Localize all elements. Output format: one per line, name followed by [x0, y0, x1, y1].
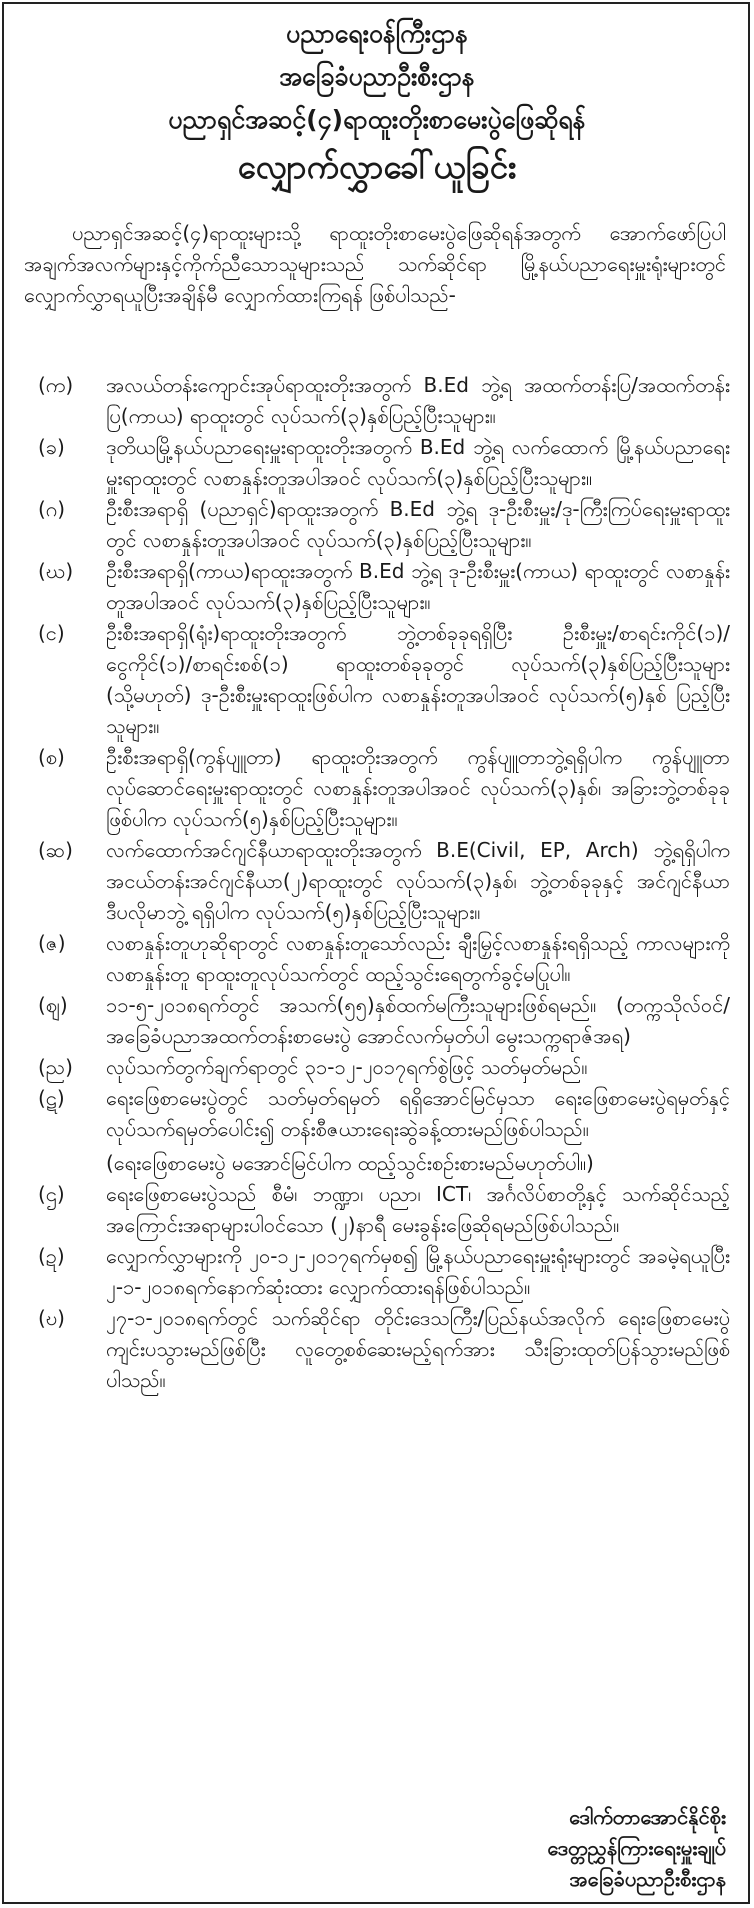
item-text: ဦးစီးအရာရှိ (ပညာရှင်)ရာထူးအတွက် B.Ed ဘွဲ့ရ ဒု-ဦးစီးမှူး/ဒု-ကြီးကြပ်ရေးမှူးရာထူးတွင် လစာနှုန်းတူအပါအဝင် လုပ်သက်(၃)နှစ်ပြည့်ပြီးသူများ။ [106, 497, 730, 552]
list-item [24, 618, 730, 742]
list-item [24, 990, 730, 1052]
list-item [24, 1303, 730, 1396]
item-text: ဦးစီးအရာရှိ(ရုံး)ရာထူးတိုးအတွက် ဘွဲ့တစ်ခုခုရရှိပြီး ဦးစီးမှူး/စာရင်းကိုင်(၁)/ ငွေကိုင်(၁)/စာရင်းစစ်(၁) ရာထူးတစ်ခုခုတွင် လုပ်သက်(၃)နှစ်ပြည့်ပြီးသူများ (သို့မဟုတ်) ဒု-ဦးစီးမှူးရာထူးဖြစ်ပါက လစာနှုန်းတူအပါအဝင် လုပ်သက်(၅)နှစ် ပြည့်ပြီးသူများ။ [106, 621, 730, 738]
ministry-title: ပညာရေးဝန်ကြီးဌာန [285, 19, 469, 48]
signatory-department: အခြေခံပညာဦးစီးဌာန [569, 1867, 726, 1891]
item-text: ၁၁-၅-၂၀၁၈ရက်တွင် အသက်(၅၅)နှစ်ထက်မကြီးသူများဖြစ်ရမည်။ (တက္ကသိုလ်ဝင်/အခြေခံပညာအထက်တန်းစာမေးပွဲ အောင်လက်မှတ်ပါ မွေးသက္ကရာဇ်အရ) [106, 993, 730, 1048]
item-number: (က) [38, 373, 74, 397]
exam-note: (ရေးဖြေစာမေးပွဲ မအောင်မြင်ပါက ထည့်သွင်းစဉ်းစားမည်မဟုတ်ပါ။) [106, 1151, 594, 1175]
list-item [24, 370, 730, 432]
item-number: (ဋ) [38, 1086, 65, 1110]
list-item [24, 928, 730, 990]
item-number: (ဈ) [38, 993, 68, 1017]
item-number: (ဆ) [38, 838, 73, 862]
item-number: (ဍ) [38, 1244, 65, 1268]
item-number: (င) [38, 621, 65, 645]
list-item [24, 494, 730, 556]
item-text: လစာနှုန်းတူဟုဆိုရာတွင် လစာနှုန်းတူသော်လည်း ချီးမြှင့်လစာနှုန်းရရှိသည့် ကာလများကို လစာနှုန်းတူ ရာထူးတူလုပ်သက်တွင် ထည့်သွင်းရေတွက်ခွင့်မပြုပါ။ [106, 931, 730, 986]
item-text: ၂၇-၁-၂၀၁၈ရက်တွင် သက်ဆိုင်ရာ တိုင်းဒေသကြီး/ပြည်နယ်အလိုက် ရေးဖြေစာမေးပွဲကျင်းပသွားမည်ဖြစ်ပြီး လူတွေ့စစ်ဆေးမည့်ရက်အား သီးခြားထုတ်ပြန်သွားမည်ဖြစ်ပါသည်။ [106, 1306, 730, 1392]
list-item [24, 1083, 730, 1145]
list-item [24, 1179, 730, 1241]
item-number: (ည) [38, 1055, 73, 1079]
list-item [24, 432, 730, 494]
list-item [24, 1052, 730, 1083]
item-text: ဦးစီးအရာရှိ(ကွန်ပျူတာ) ရာထူးတိုးအတွက် ကွန်ပျူတာဘွဲ့ရရှိပါက ကွန်ပျူတာလုပ်ဆောင်ရေးမှူးရာထူးတွင် လစာနှုန်းတူအပါအဝင် လုပ်သက်(၃)နှစ်၊ အခြားဘွဲ့တစ်ခုခုဖြစ်ပါက လုပ်သက်(၅)နှစ်ပြည့်ပြီးသူများ။ [106, 745, 730, 831]
signatory-title: ဒေတ္တညွှန်ကြားရေးမှူးချုပ် [547, 1836, 726, 1860]
item-number: (ဂ) [38, 497, 66, 521]
item-text: ဦးစီးအရာရှိ(ကာယ)ရာထူးအတွက် B.Ed ဘွဲ့ရ ဒု-ဦးစီးမှူး(ကာယ) ရာထူးတွင် လစာနှုန်းတူအပါအဝင် လုပ်သက်(၃)နှစ်ပြည့်ပြီးသူများ။ [106, 559, 730, 614]
department-title: အခြေခံပညာဦးစီးဌာန [279, 62, 475, 91]
item-text: ရေးဖြေစာမေးပွဲတွင် သတ်မှတ်ရမှတ် ရရှိအောင်မြင်မှသာ ရေးဖြေစာမေးပွဲရမှတ်နှင့်လုပ်သက်ရမှတ်ပေါင်း၍ တန်းစီဇယားရေးဆွဲခန့်ထားမည်ဖြစ်ပါသည်။ [106, 1086, 730, 1141]
list-item [24, 835, 730, 928]
signature-block [547, 1802, 726, 1895]
item-number: (ဎ) [38, 1306, 65, 1330]
item-number: (ဌ) [38, 1182, 65, 1206]
item-text: လျှောက်လွှာများကို ၂၀-၁၂-၂၀၁၇ရက်မှစ၍ မြို့နယ်ပညာရေးမှူးရုံးများတွင် အခမဲ့ရယူပြီး ၂-၁-၂၀၁၈ရက်နောက်ဆုံးထား လျှောက်ထားရန်ဖြစ်ပါသည်။ [106, 1244, 730, 1299]
item-text: ဒုတိယမြို့နယ်ပညာရေးမှူးရာထူးတိုးအတွက် B.Ed ဘွဲ့ရ လက်ထောက် မြို့နယ်ပညာရေးမှူးရာထူးတွင် လစာနှုန်းတူအပါအဝင် လုပ်သက်(၃)နှစ်ပြည့်ပြီးသူများ။ [106, 435, 730, 490]
item-text: လုပ်သက်တွက်ချက်ရာတွင် ၃၁-၁၂-၂၀၁၇ရက်စွဲဖြင့် သတ်မှတ်မည်။ [106, 1055, 588, 1079]
item-number: (စ) [38, 745, 65, 769]
intro-paragraph: ပညာရှင်အဆင့်(၄)ရာထူးများသို့ ရာထူးတိုးစာမေးပွဲဖြေဆိုရန်အတွက် အောက်ဖော်ပြပါ အချက်အလက်များနှင့်ကိုက်ညီသောသူများသည် သက်ဆိုင်ရာ မြို့နယ်ပညာရေးမှူးရုံးများတွင် လျှောက်လွှာရယူပြီးအချိန်မီ လျှောက်ထားကြရန် ဖြစ်ပါသည်- [24, 221, 726, 307]
list-item [24, 556, 730, 618]
list-item [24, 742, 730, 835]
header [0, 14, 754, 194]
item-number: (ခ) [38, 435, 65, 459]
exam-title: ပညာရှင်အဆင့်(၄)ရာထူးတိုးစာမေးပွဲဖြေဆိုရန် [168, 105, 586, 134]
item-text: လက်ထောက်အင်ဂျင်နီယာရာထူးတိုးအတွက် B.E(Civil, EP, Arch) ဘွဲ့ရရှိပါက အငယ်တန်းအင်ဂျင်နီယာ(၂)ရာထူးတွင် လုပ်သက်(၃)နှစ်၊ ဘွဲ့တစ်ခုခုနှင့် အင်ဂျင်နီယာဒီပလိုမာဘွဲ့ ရရှိပါက လုပ်သက်(၅)နှစ်ပြည့်ပြီးသူများ။ [106, 838, 730, 924]
announcement-title: လျှောက်လွှာခေါ်ယူခြင်း [237, 147, 517, 186]
list-item [24, 1241, 730, 1303]
item-text: ရေးဖြေစာမေးပွဲသည် စီမံ၊ ဘဏ္ဍာ၊ ပညာ၊ ICT၊ အင်္ဂလိပ်စာတို့နှင့် သက်ဆိုင်သည့်အကြောင်းအရာများပါဝင်သော (၂)နာရီ မေးခွန်းဖြေဆိုရမည်ဖြစ်ပါသည်။ [106, 1182, 730, 1237]
signatory-name: ဒေါက်တာအောင်နိုင်စိုး [569, 1805, 726, 1829]
requirements-list [24, 370, 730, 1396]
item-text: အလယ်တန်းကျောင်းအုပ်ရာထူးတိုးအတွက် B.Ed ဘွဲ့ရ အထက်တန်းပြ/အထက်တန်းပြ(ကာယ) ရာထူးတွင် လုပ်သက်(၃)နှစ်ပြည့်ပြီးသူများ။ [106, 373, 730, 428]
item-number: (ဇ) [38, 931, 66, 955]
item-number: (ဃ) [38, 559, 74, 583]
